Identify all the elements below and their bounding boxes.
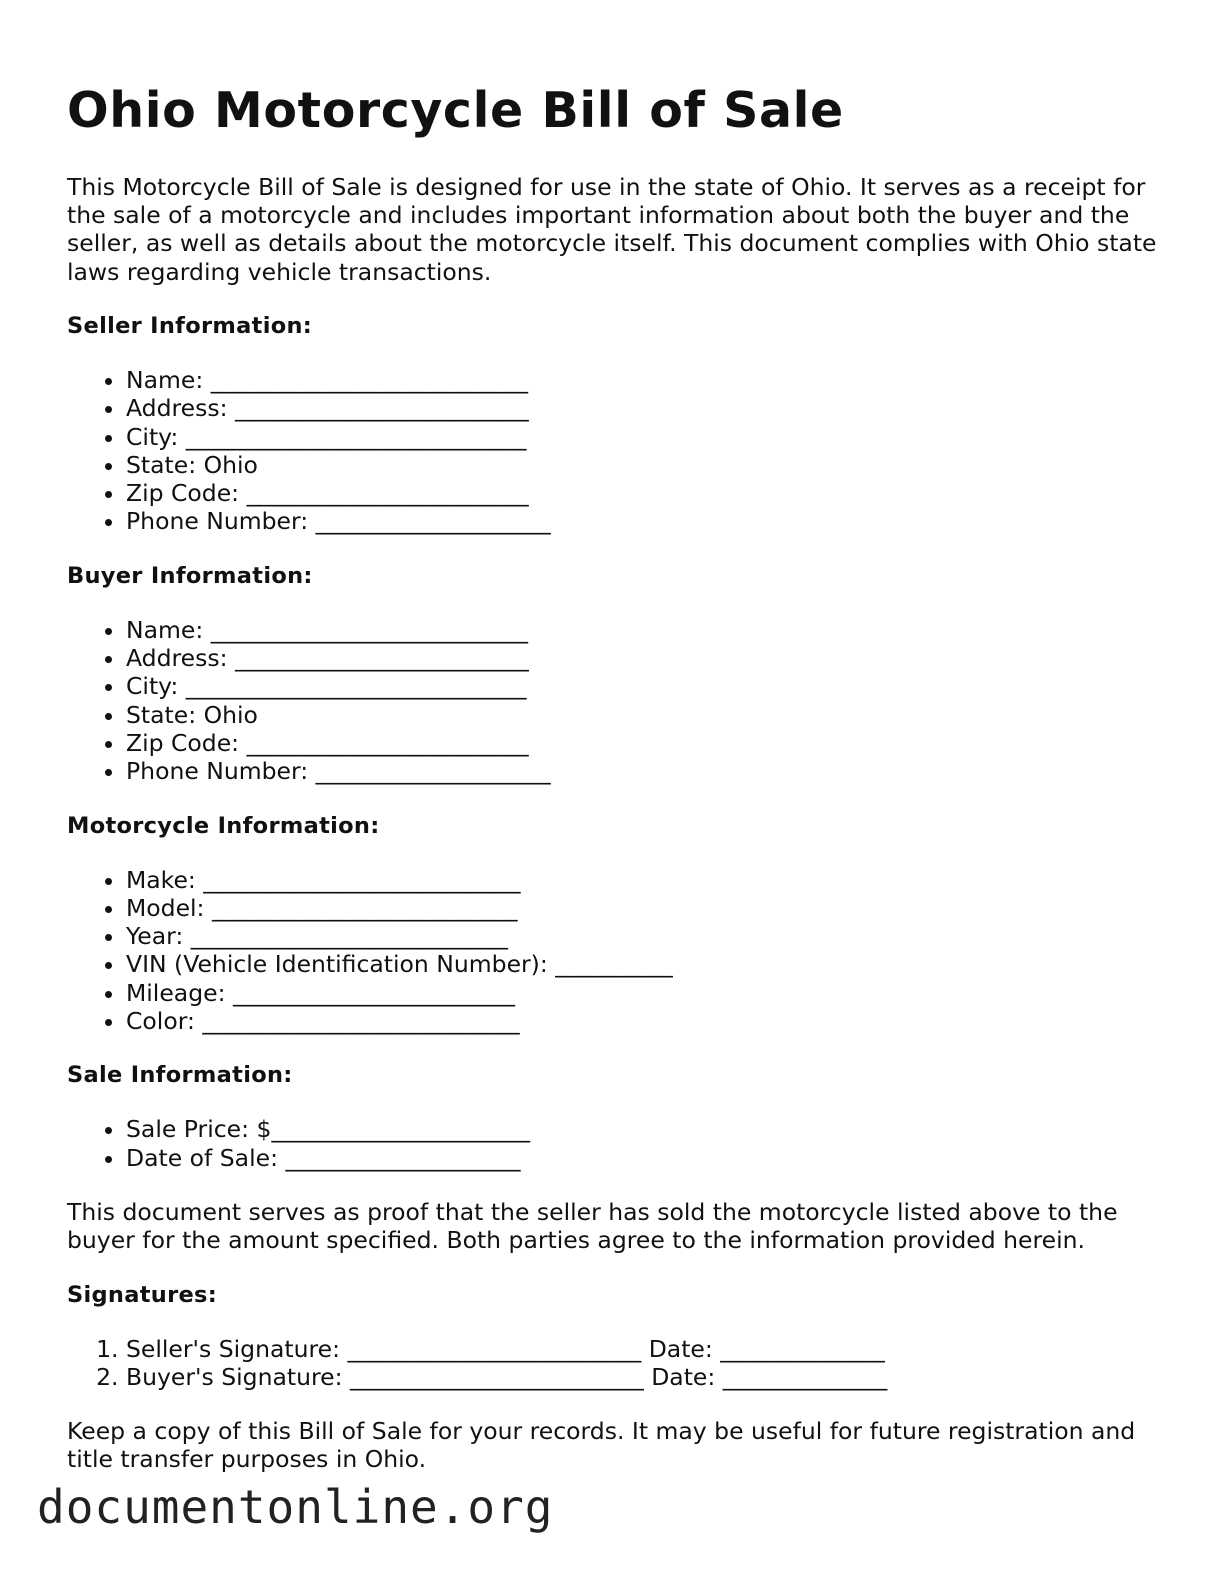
motorcycle-year-item: • Year: ___________________________ — [126, 922, 1167, 950]
motorcycle-mileage-item: • Mileage: ________________________ — [126, 979, 1167, 1007]
motorcycle-list — [67, 866, 1167, 1036]
seller-zip-item: • Zip Code: ________________________ — [126, 479, 1167, 507]
watermark-text: documentonline.org — [37, 1480, 554, 1534]
document-title: Ohio Motorcycle Bill of Sale — [67, 82, 844, 139]
motorcycle-heading: Motorcycle Information: — [67, 812, 380, 839]
closing-paragraph: Keep a copy of this Bill of Sale for your records. It may be useful for future registration and title transfer purposes in Ohio. — [67, 1417, 1136, 1474]
motorcycle-vin-item: • VIN (Vehicle Identification Number): __________ — [126, 950, 1167, 978]
signatures-heading: Signatures: — [67, 1281, 218, 1308]
buyer-state-item: • State: Ohio — [126, 701, 1167, 729]
seller-list — [67, 366, 1167, 536]
seller-phone-item: • Phone Number: ____________________ — [126, 507, 1167, 535]
buyer-heading: Buyer Information: — [67, 562, 313, 589]
motorcycle-make-item: • Make: ___________________________ — [126, 866, 1167, 894]
document-page — [67, 82, 1167, 1500]
buyer-signature-item: 2. Buyer's Signature: _________________________ Date: ______________ — [126, 1363, 1167, 1391]
sale-list — [67, 1115, 1167, 1172]
intro-paragraph: This Motorcycle Bill of Sale is designed for use in the state of Ohio. It serves as a receipt for the sale of a motorcycle and includes important information about both the buyer and the seller, as well as details about the motorcycle itself. This document complies with Ohio state laws regarding vehicle transactions. — [67, 172, 1157, 286]
sale-date-item: • Date of Sale: ____________________ — [126, 1144, 1167, 1172]
buyer-list — [67, 616, 1167, 786]
seller-signature-item: 1. Seller's Signature: _________________________ Date: ______________ — [126, 1335, 1167, 1363]
sale-heading: Sale Information: — [67, 1062, 293, 1089]
buyer-phone-item: • Phone Number: ____________________ — [126, 757, 1167, 785]
seller-state-item: • State: Ohio — [126, 451, 1167, 479]
buyer-zip-item: • Zip Code: ________________________ — [126, 729, 1167, 757]
motorcycle-model-item: • Model: __________________________ — [126, 894, 1167, 922]
seller-name-item: • Name: ___________________________ — [126, 366, 1167, 394]
sale-price-item: • Sale Price: $______________________ — [126, 1115, 1167, 1143]
seller-heading: Seller Information: — [67, 312, 313, 339]
signatures-list — [67, 1335, 1167, 1392]
buyer-name-item: • Name: ___________________________ — [126, 616, 1167, 644]
motorcycle-color-item: • Color: ___________________________ — [126, 1007, 1167, 1035]
buyer-city-item: • City: _____________________________ — [126, 672, 1167, 700]
buyer-address-item: • Address: _________________________ — [126, 644, 1167, 672]
seller-address-item: • Address: _________________________ — [126, 394, 1167, 422]
seller-city-item: • City: _____________________________ — [126, 423, 1167, 451]
proof-paragraph: This document serves as proof that the seller has sold the motorcycle listed above to the buyer for the amount specified. Both parties agree to the information provided herein. — [67, 1197, 1118, 1255]
